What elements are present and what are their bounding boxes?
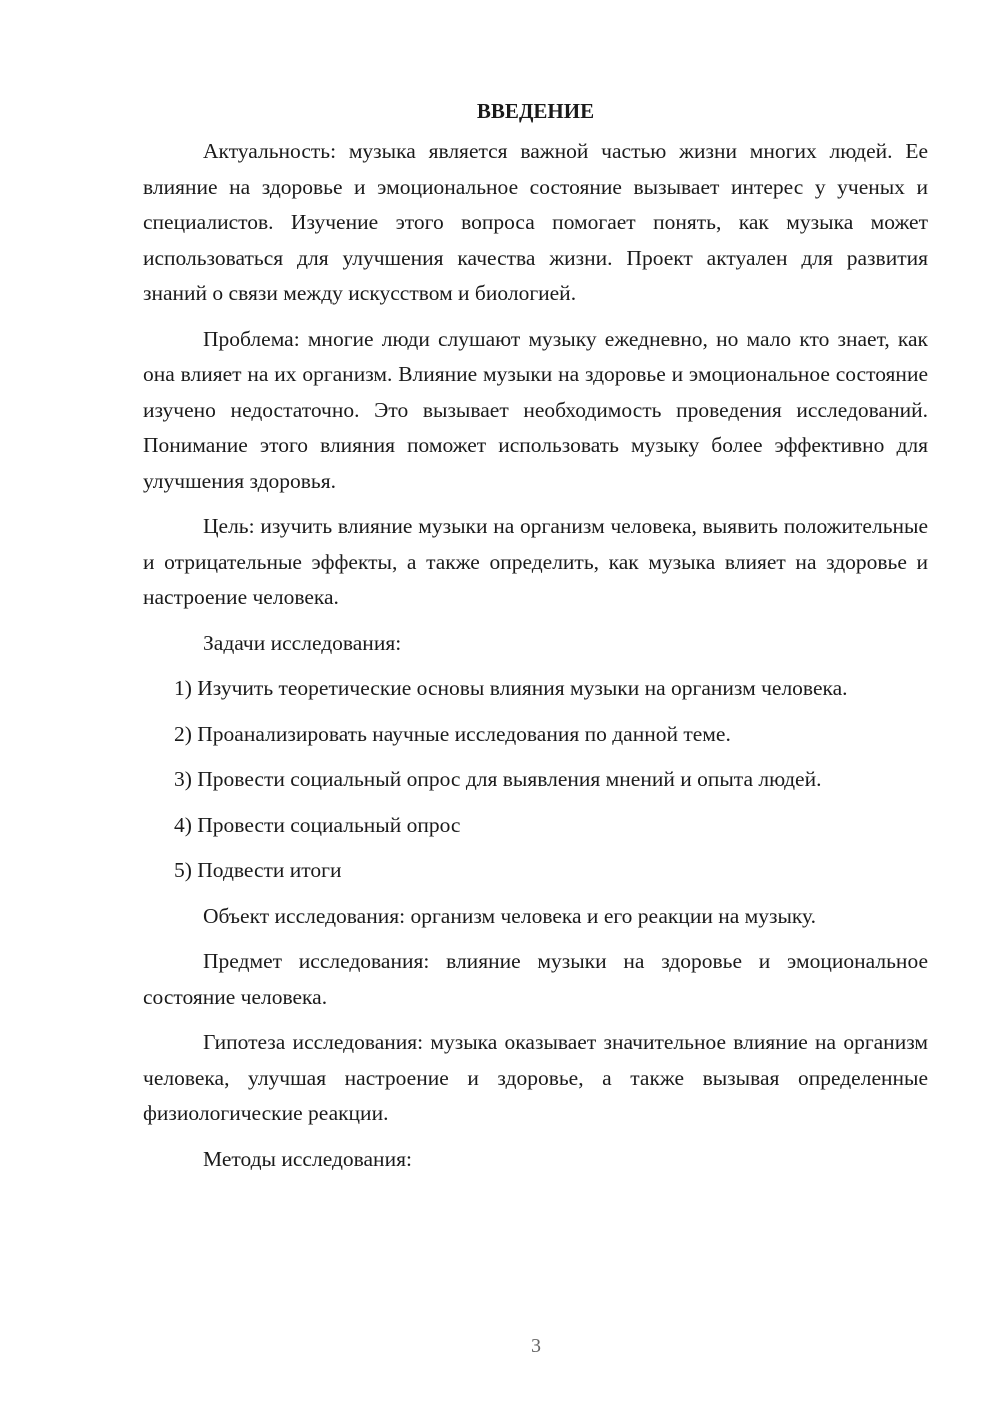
task-item-3: 3) Провести социальный опрос для выявления мнений и опыта людей.	[174, 767, 822, 791]
task-item-5: 5) Подвести итоги	[174, 858, 342, 882]
page-number: 3	[531, 1335, 541, 1357]
object-paragraph: Объект исследования: организм человека и его реакции на музыку.	[203, 903, 817, 928]
page-title: ВВЕДЕНИЕ	[476, 99, 595, 123]
subject-paragraph: Предмет исследования: влияние музыки на здоровье и эмоциональное состояние человека.	[143, 949, 928, 1009]
tasks-heading: Задачи исследования:	[203, 630, 402, 655]
methods-heading: Методы исследования:	[203, 1146, 412, 1171]
problem-paragraph: Проблема: многие люди слушают музыку ежедневно, но мало кто знает, как она влияет на их организм. Влияние музыки на здоровье и эмоциональное состояние изучено недостаточно. Это вызывает необходимость проведения исследований. Понимание этого влияния поможет использовать музыку более эффективно для улучшения здоровья.	[143, 326, 928, 493]
goal-paragraph: Цель: изучить влияние музыки на организм человека, выявить положительные и отрицательные эффекты, а также определить, как музыка влияет на здоровье и настроение человека.	[143, 514, 928, 609]
hypothesis-paragraph: Гипотеза исследования: музыка оказывает значительное влияние на организм человека, улучшая настроение и здоровье, а также вызывая определенные физиологические реакции.	[143, 1030, 928, 1125]
task-item-4: 4) Провести социальный опрос	[174, 812, 461, 837]
task-item-2: 2) Проанализировать научные исследования по данной теме.	[174, 721, 731, 746]
relevance-paragraph: Актуальность: музыка является важной частью жизни многих людей. Ее влияние на здоровье и эмоциональное состояние вызывает интерес у ученых и специалистов. Изучение этого вопроса помогает понять, как музыка может использоваться для улучшения качества жизни. Проект актуален для развития знаний о связи между искусством и биологией.	[143, 139, 928, 305]
page-content	[143, 96, 928, 1187]
task-item-1: 1) Изучить теоретические основы влияния музыки на организм человека.	[174, 676, 848, 700]
